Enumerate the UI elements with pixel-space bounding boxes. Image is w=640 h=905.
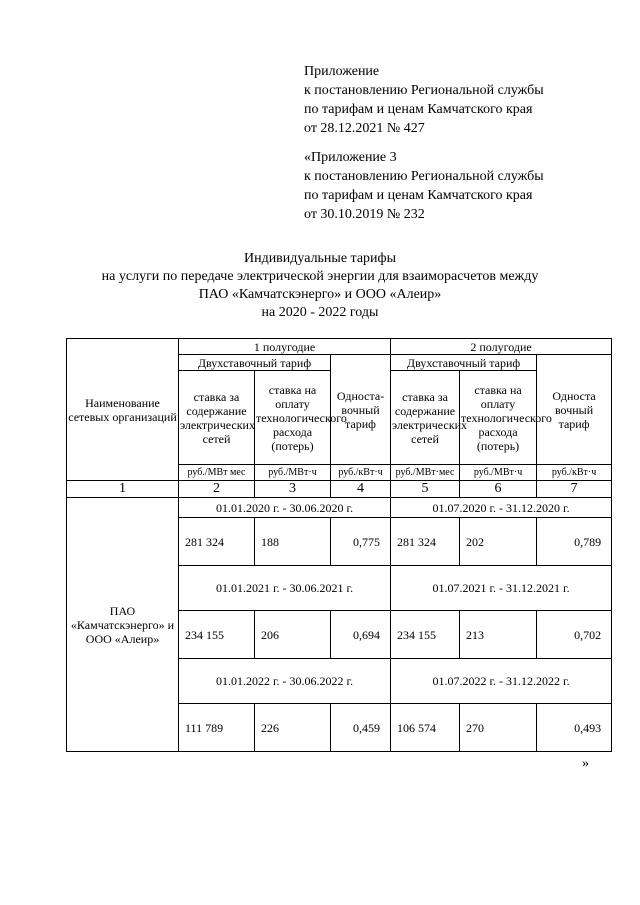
unit-maint-1: руб./МВт мес (179, 465, 255, 481)
unit-loss-1: руб./МВт·ч (255, 465, 331, 481)
half1-header: 1 полугодие (179, 339, 391, 355)
two-rate-header-1: Двухставочный тариф (179, 355, 331, 371)
title-line: на 2020 - 2022 годы (261, 305, 379, 320)
value-loss-1: 226 (255, 704, 331, 752)
value-maint-1: 111 789 (179, 704, 255, 752)
value-loss-2: 213 (460, 611, 537, 659)
closing-quote: » (582, 756, 589, 771)
annex3-line: от 30.10.2019 № 232 (304, 207, 425, 222)
value-single-1: 0,775 (331, 518, 391, 566)
value-loss-1: 188 (255, 518, 331, 566)
annex3-line: к постановлению Региональной службы (304, 169, 544, 184)
value-loss-2: 202 (460, 518, 537, 566)
annex-header (304, 62, 544, 138)
value-single-1: 0,694 (331, 611, 391, 659)
title-line: ПАО «Камчатскэнерго» и ООО «Алеир» (198, 287, 442, 302)
loss-header-2: ставка на оплату технологического расхода (потерь) (460, 371, 537, 465)
value-maint-2: 234 155 (391, 611, 460, 659)
col-number: 7 (537, 481, 612, 498)
tariff-table (66, 338, 612, 752)
value-loss-1: 206 (255, 611, 331, 659)
value-single-2: 0,493 (537, 704, 612, 752)
annex3-header (304, 148, 544, 224)
col-number: 6 (460, 481, 537, 498)
col-number: 1 (67, 481, 179, 498)
value-single-2: 0,789 (537, 518, 612, 566)
col-number: 5 (391, 481, 460, 498)
annex-line: от 28.12.2021 № 427 (304, 121, 425, 136)
value-maint-2: 281 324 (391, 518, 460, 566)
period-half2: 01.07.2020 г. - 31.12.2020 г. (391, 498, 612, 518)
org-header: Наименование сетевых организаций (67, 339, 179, 481)
single-rate-header-2: Односта вочный тариф (537, 355, 612, 465)
value-maint-2: 106 574 (391, 704, 460, 752)
col-number: 4 (331, 481, 391, 498)
title-line: на услуги по передаче электрической энергии для взаиморасчетов между (101, 269, 539, 284)
value-maint-1: 281 324 (179, 518, 255, 566)
annex3-line: «Приложение 3 (304, 150, 397, 165)
annex3-line: по тарифам и ценам Камчатского края (304, 188, 533, 203)
maint-header-2: ставка за содержание электрических сетей (391, 371, 460, 465)
loss-header-1: ставка на оплату технологического расхода (потерь) (255, 371, 331, 465)
value-single-1: 0,459 (331, 704, 391, 752)
period-half2: 01.07.2021 г. - 31.12.2021 г. (391, 566, 612, 611)
value-loss-2: 270 (460, 704, 537, 752)
col-number: 3 (255, 481, 331, 498)
period-half2: 01.07.2022 г. - 31.12.2022 г. (391, 659, 612, 704)
half2-header: 2 полугодие (391, 339, 612, 355)
col-number: 2 (179, 481, 255, 498)
title-line: Индивидуальные тарифы (243, 251, 397, 266)
annex-line: по тарифам и ценам Камчатского края (304, 102, 533, 117)
period-half1: 01.01.2021 г. - 30.06.2021 г. (179, 566, 391, 611)
annex-line: Приложение (304, 64, 380, 79)
org-name: ПАО «Камчатскэнерго» и ООО «Алеир» (67, 498, 179, 752)
period-half1: 01.01.2022 г. - 30.06.2022 г. (179, 659, 391, 704)
value-maint-1: 234 155 (179, 611, 255, 659)
document-title (0, 250, 640, 322)
period-half1: 01.01.2020 г. - 30.06.2020 г. (179, 498, 391, 518)
value-single-2: 0,702 (537, 611, 612, 659)
two-rate-header-2: Двухставочный тариф (391, 355, 537, 371)
unit-maint-2: руб./МВт·мес (391, 465, 460, 481)
unit-loss-2: руб./МВт·ч (460, 465, 537, 481)
maint-header-1: ставка за содержание электрических сетей (179, 371, 255, 465)
unit-single-2: руб./кВт·ч (537, 465, 612, 481)
unit-single-1: руб./кВт·ч (331, 465, 391, 481)
single-rate-header-1: Односта-вочный тариф (331, 355, 391, 465)
annex-line: к постановлению Региональной службы (304, 83, 544, 98)
